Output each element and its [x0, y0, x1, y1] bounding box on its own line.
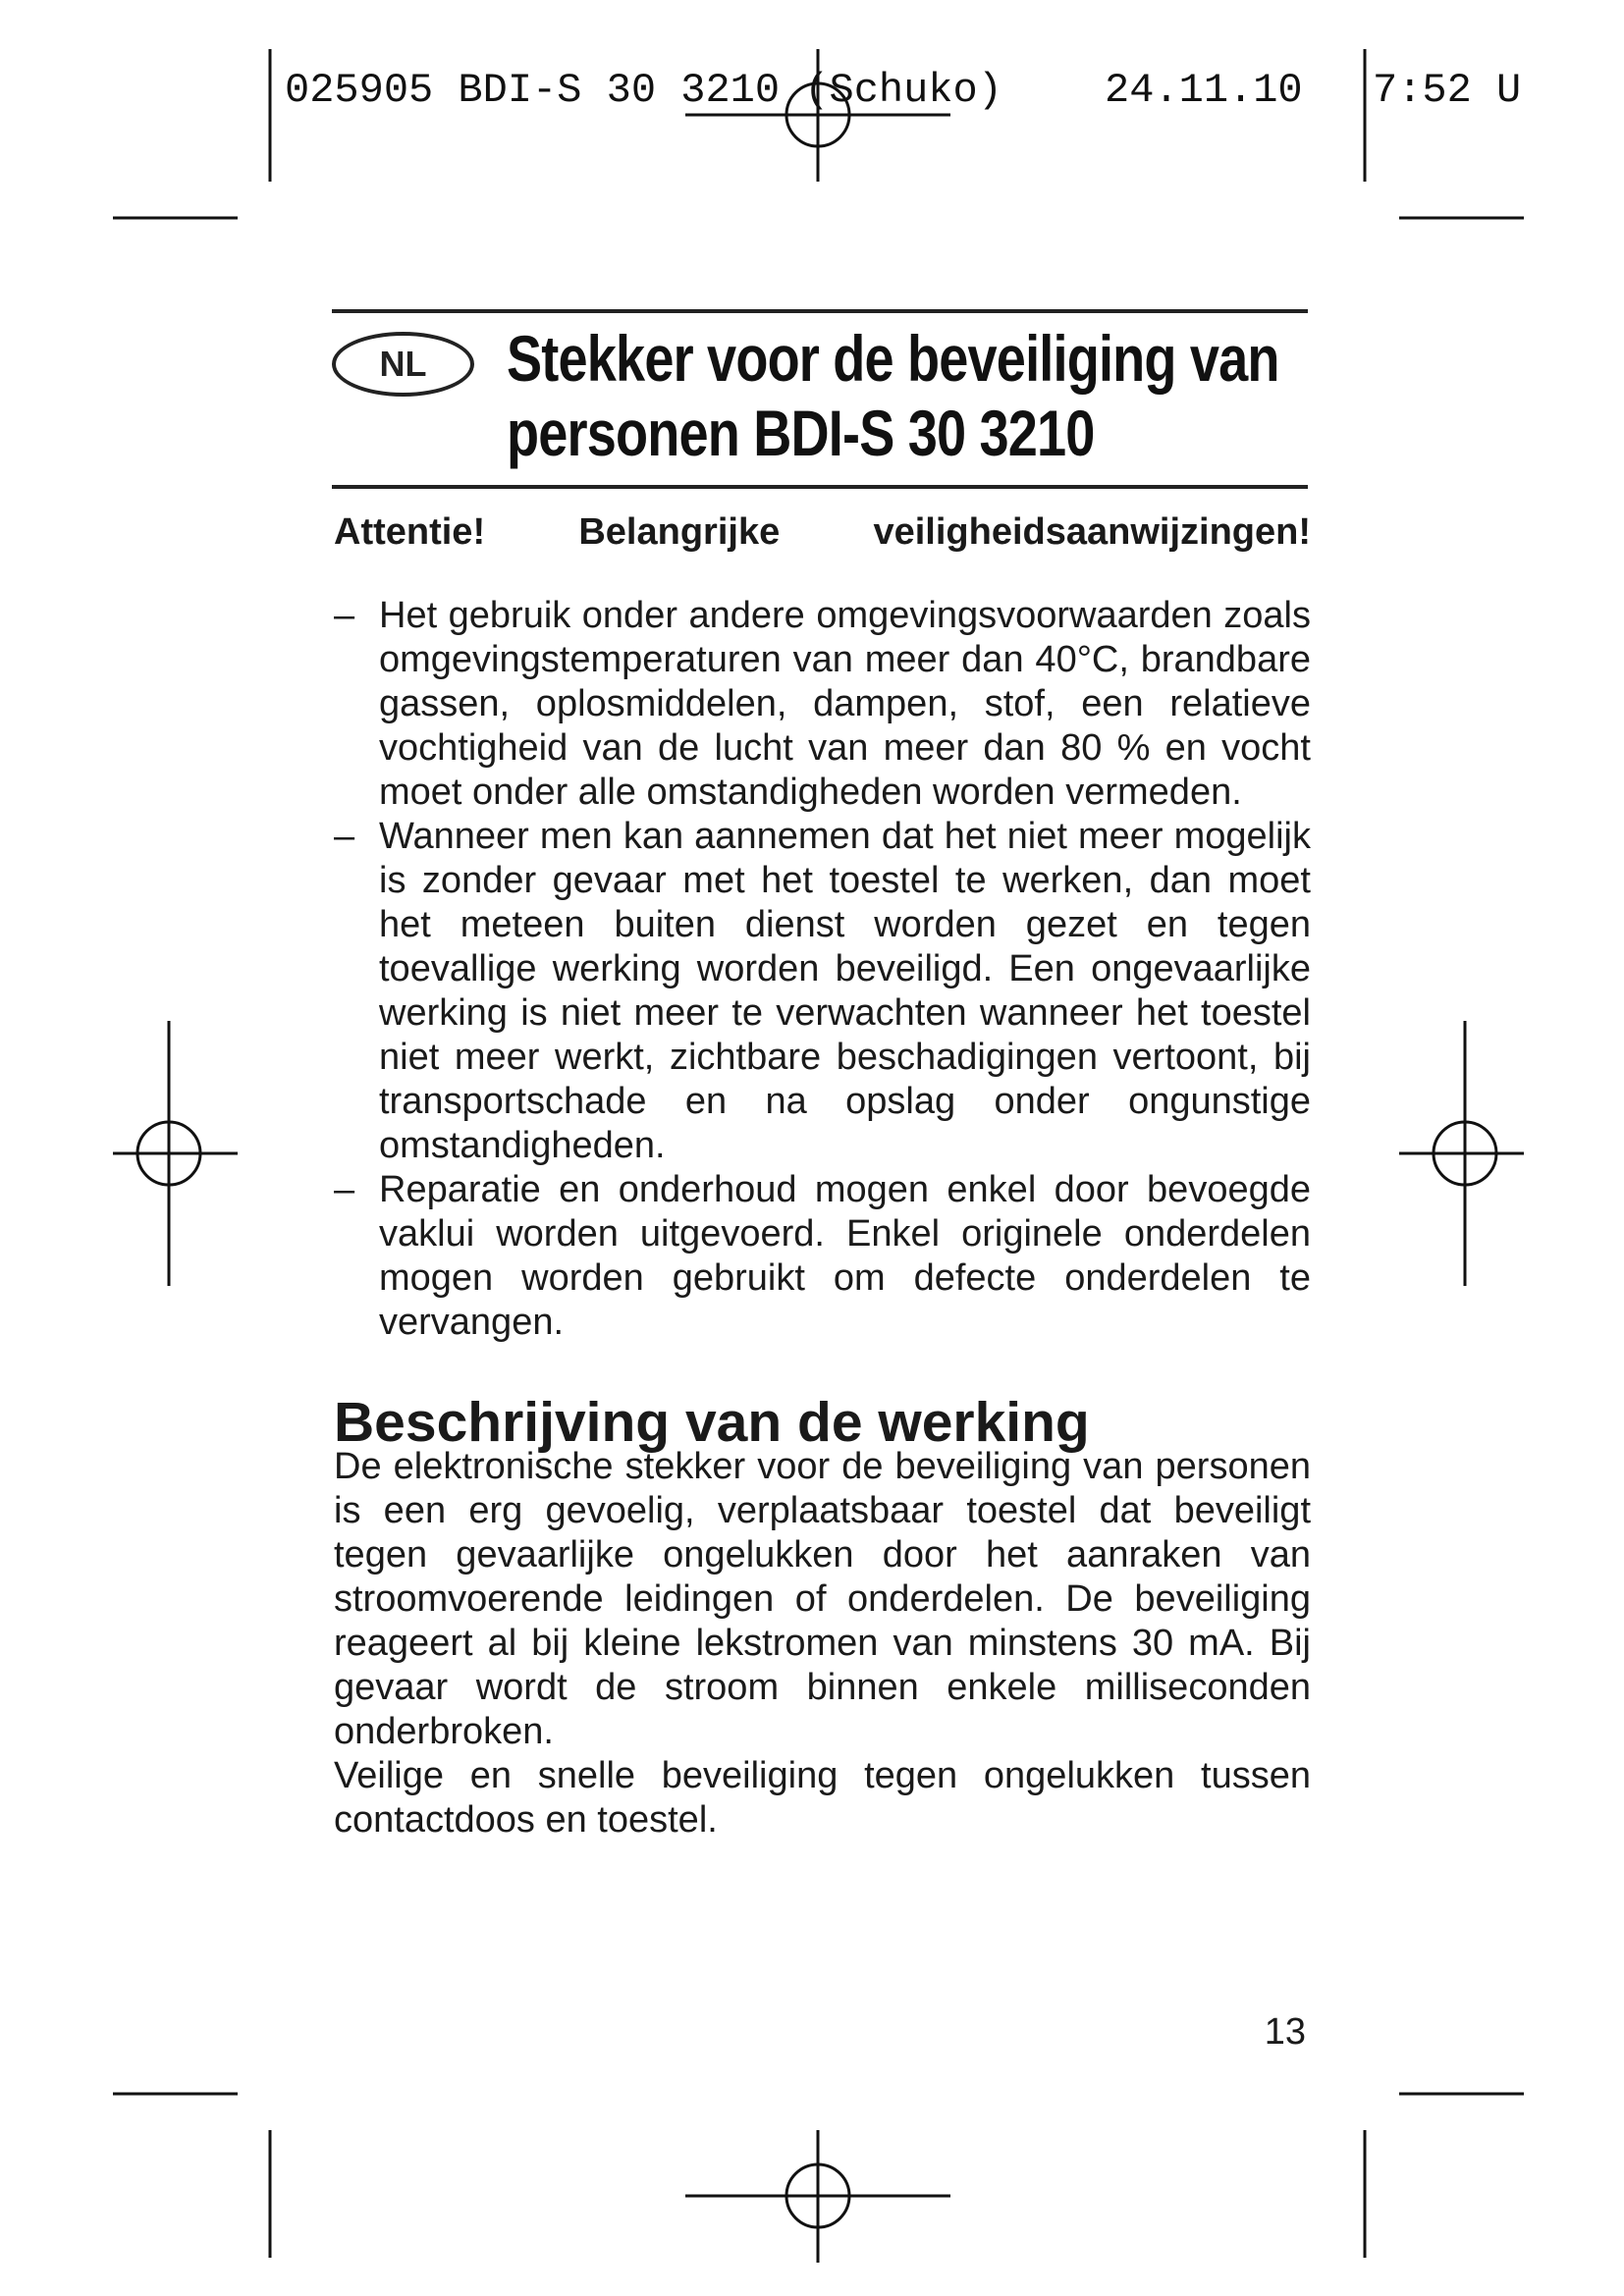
page-title-line-2: personen BDI-S 30 3210: [507, 397, 1095, 469]
document-body: [334, 510, 1311, 1842]
language-badge: NL: [332, 332, 474, 397]
list-item: – Reparatie en onderhoud mogen enkel door bevoegde vaklui worden uitgevoerd. Enkel originele onderdelen mogen worden gebruikt om defecte onderdelen te vervangen.: [334, 1168, 1311, 1345]
registration-mark-left: [113, 1021, 238, 1286]
slug-time: 7:52 U: [1373, 67, 1522, 114]
registration-mark-right: [1399, 1021, 1524, 1286]
list-item: – Het gebruik onder andere omgevingsvoorwaarden zoals omgevingstemperaturen van meer dan 40°C, brandbare gassen, oplosmiddelen, dampen, stof, een relatieve vochtigheid van de lucht van meer dan 80 % en vocht moet onder alle omstandigheden worden vermeden.: [334, 594, 1311, 815]
safety-instructions-list: [334, 594, 1311, 1345]
description-paragraph-2: Veilige en snelle beveiliging tegen ongelukken tussen contactdoos en toestel.: [334, 1755, 1311, 1841]
page-title: [507, 321, 1279, 470]
page-number: 13: [1264, 2011, 1306, 2053]
description-paragraph-1: De elektronische stekker voor de beveiliging van personen is een erg gevoelig, verplaatsbaar toestel dat beveiligt tegen gevaarlijke ongelukken door het aanraken van stroomvoerende leidingen of onderdelen. De beveiliging reageert al bij kleine lekstromen van minstens 30 mA. Bij gevaar wordt de stroom binnen enkele milliseconden onderbroken.: [334, 1446, 1311, 1752]
section-heading-description: Beschrijving van de werking: [334, 1391, 1090, 1454]
slug-date: 24.11.10: [1105, 67, 1303, 114]
registration-mark-bottom: [685, 2130, 950, 2263]
attention-heading: Attentie! Belangrijke veiligheidsaanwijzingen!: [334, 511, 1311, 553]
slug-file-id: 025905 BDI-S 30 3210 (Schuko): [285, 67, 1002, 114]
print-slug: [285, 61, 1522, 120]
list-item: – Wanneer men kan aannemen dat het niet meer mogelijk is zonder gevaar met het toestel te werken, dan moet het meteen buiten dienst worden gezet en tegen toevallige werking worden beveiligd. Een ongevaarlijke werking is niet meer te verwachten wanneer het toestel niet meer werkt, zichtbare beschadigingen vertoont, bij transportschade en na opslag onder ongunstige omstandigheden.: [334, 815, 1311, 1168]
page-title-line-1: Stekker voor de beveiliging van: [507, 322, 1279, 395]
title-block: [332, 309, 1308, 489]
